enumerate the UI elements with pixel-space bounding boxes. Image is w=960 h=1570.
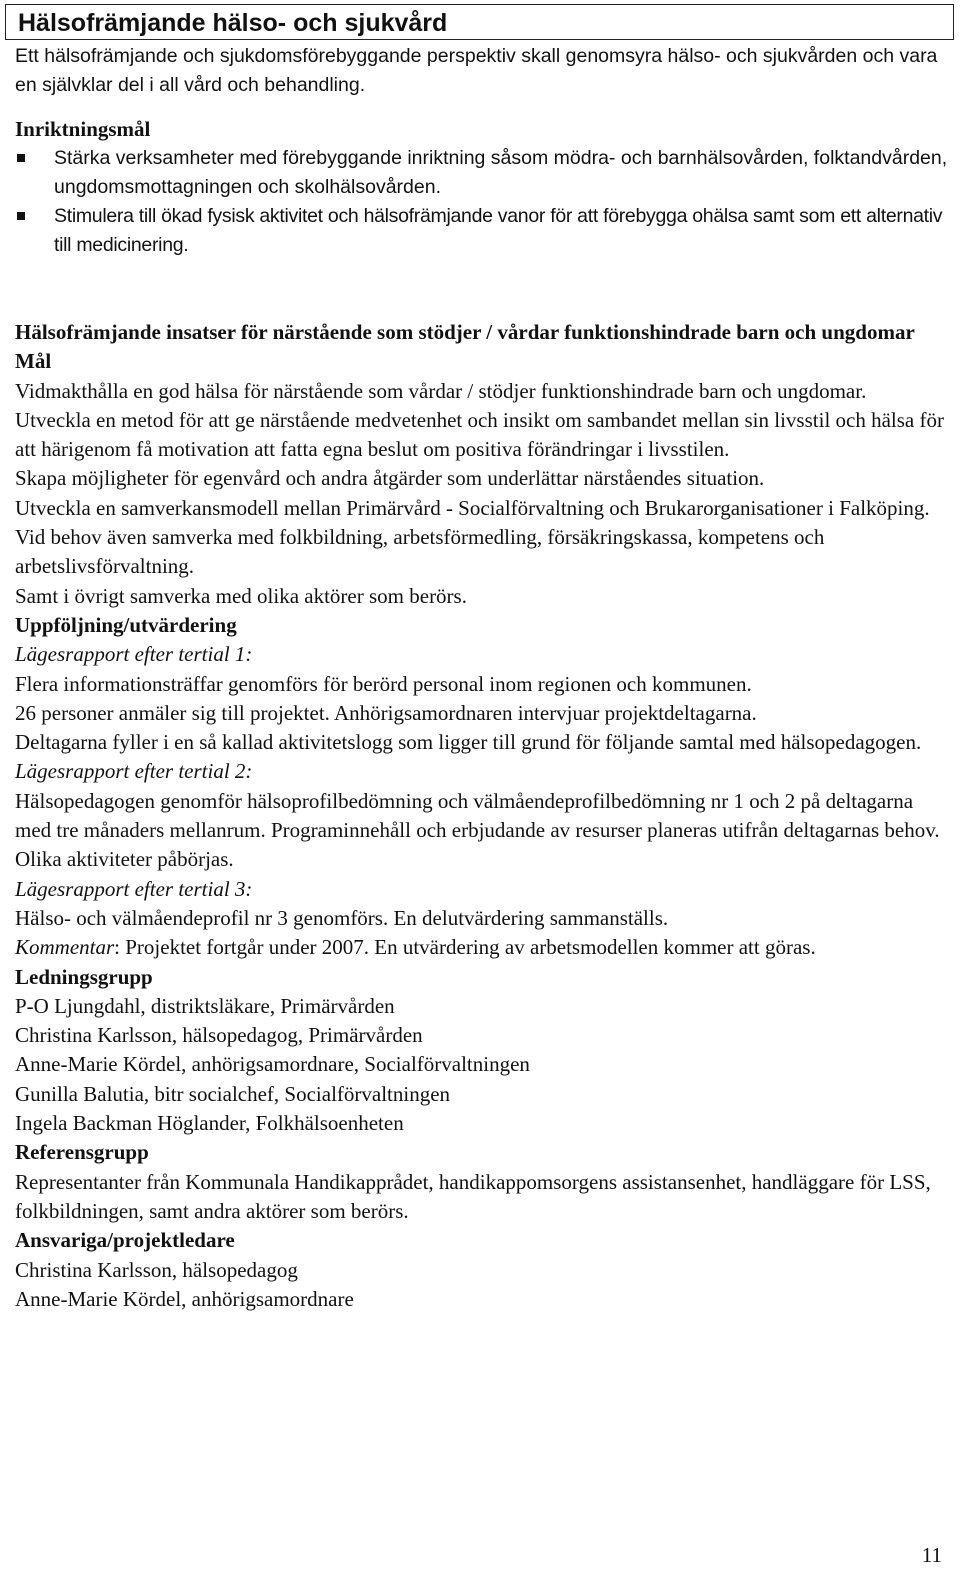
report-line: 26 personer anmäler sig till projektet. Anhörigsamordnaren intervjuar projektdeltagarna. [15,700,757,725]
page-title: Hälsofrämjande hälso- och sjukvård [5,4,954,40]
mal-item: Vid behov även samverka med folkbildning, arbetsförmedling, försäkringskassa, kompetens och arbetslivsförvaltning. [15,525,825,579]
report-line: Flera informationsträffar genomförs för berörd personal inom regionen och kommunen. [15,671,752,696]
responsible-heading: Ansvariga/projektledare [15,1228,235,1253]
member-line: Ingela Backman Höglander, Folkhälsoenheten [15,1111,404,1136]
mal-heading: Mål [15,349,52,374]
member-line: Christina Karlsson, hälsopedagog [15,1257,298,1282]
report-label: Lägesrapport efter tertial 3: [15,876,253,901]
goal-text: Stimulera till ökad fysisk aktivitet och hälsofrämjande vanor för att förebygga ohälsa samt som ett alternativ till medicinering. [54,205,943,256]
report-label: Lägesrapport efter tertial 2: [15,759,253,784]
report-line: Deltagarna fyller i en så kallad aktivitetslogg som ligger till grund för följande samtal med hälsopedagogen. [15,730,922,755]
comment-label: Kommentar [15,935,115,960]
comment [15,933,950,962]
reference-text: Representanter från Kommunala Handikapprådet, handikappomsorgens assistansenhet, handläggare för LSS, folkbildningen, samt andra aktörer som berörs. [15,1169,931,1223]
report-label: Lägesrapport efter tertial 1: [15,642,253,667]
list-item [15,144,950,202]
mal-item: Skapa möjligheter för egenvård och andra åtgärder som underlättar närståendes situation. [15,466,765,491]
mal-item: Utveckla en samverkansmodell mellan Primärvård - Socialförvaltning och Brukarorganisationer i Falköping. [15,495,930,520]
steering-heading: Ledningsgrupp [15,964,153,989]
square-bullet-icon [17,212,25,220]
report-text: Hälso- och välmåendeprofil nr 3 genomförs. En delutvärdering sammanställs. [15,905,669,930]
goals-list [15,144,950,260]
member-line: Anne-Marie Kördel, anhörigsamordnare, Socialförvaltningen [15,1052,530,1077]
section-heading: Hälsofrämjande insatser för närstående som stödjer / vårdar funktionshindrade barn och ungdomar [15,320,915,344]
page-number: 11 [921,1543,942,1567]
reference-heading: Referensgrupp [15,1140,149,1165]
section-body [15,318,950,1314]
intro-paragraph: Ett hälsofrämjande och sjukdomsförebyggande perspektiv skall genomsyra hälso- och sjukvården och vara en självklar del i all vård och behandling. [15,45,938,96]
mal-item: Samt i övrigt samverka med olika aktörer som berörs. [15,583,467,608]
report-text: Hälsopedagogen genomför hälsoprofilbedömning och välmåendeprofilbedömning nr 1 och 2 på deltagarna med tre månaders mellanrum. Programinnehåll och erbjudande av resurser planeras utifrån deltagarnas behov. Olika aktiviteter påbörjas. [15,788,940,872]
mal-item: Vidmakthålla en god hälsa för närstående som vårdar / stödjer funktionshindrade barn och ungdomar. [15,378,867,403]
goal-text: Stärka verksamheter med förebyggande inriktning såsom mödra- och barnhälsovården, folktandvården, ungdomsmottagningen och skolhälsovården. [54,147,948,198]
mal-item: Utveckla en metod för att ge närstående medvetenhet och insikt om sambandet mellan sin livsstil och hälsa för att härigenom få motivation att fatta egna beslut om positiva förändringar i livsstilen. [15,407,944,462]
member-line: Christina Karlsson, hälsopedagog, Primärvården [15,1023,423,1048]
member-line: P-O Ljungdahl, distriktsläkare, Primärvården [15,993,395,1018]
member-line: Anne-Marie Kördel, anhörigsamordnare [15,1286,354,1311]
goals-heading: Inriktningsmål [15,117,151,141]
followup-heading: Uppföljning/utvärdering [15,612,237,637]
comment-text: : Projektet fortgår under 2007. En utvärdering av arbetsmodellen kommer att göras. [114,935,816,960]
member-line: Gunilla Balutia, bitr socialchef, Socialförvaltningen [15,1081,451,1106]
list-item [15,202,950,260]
square-bullet-icon [17,154,25,162]
